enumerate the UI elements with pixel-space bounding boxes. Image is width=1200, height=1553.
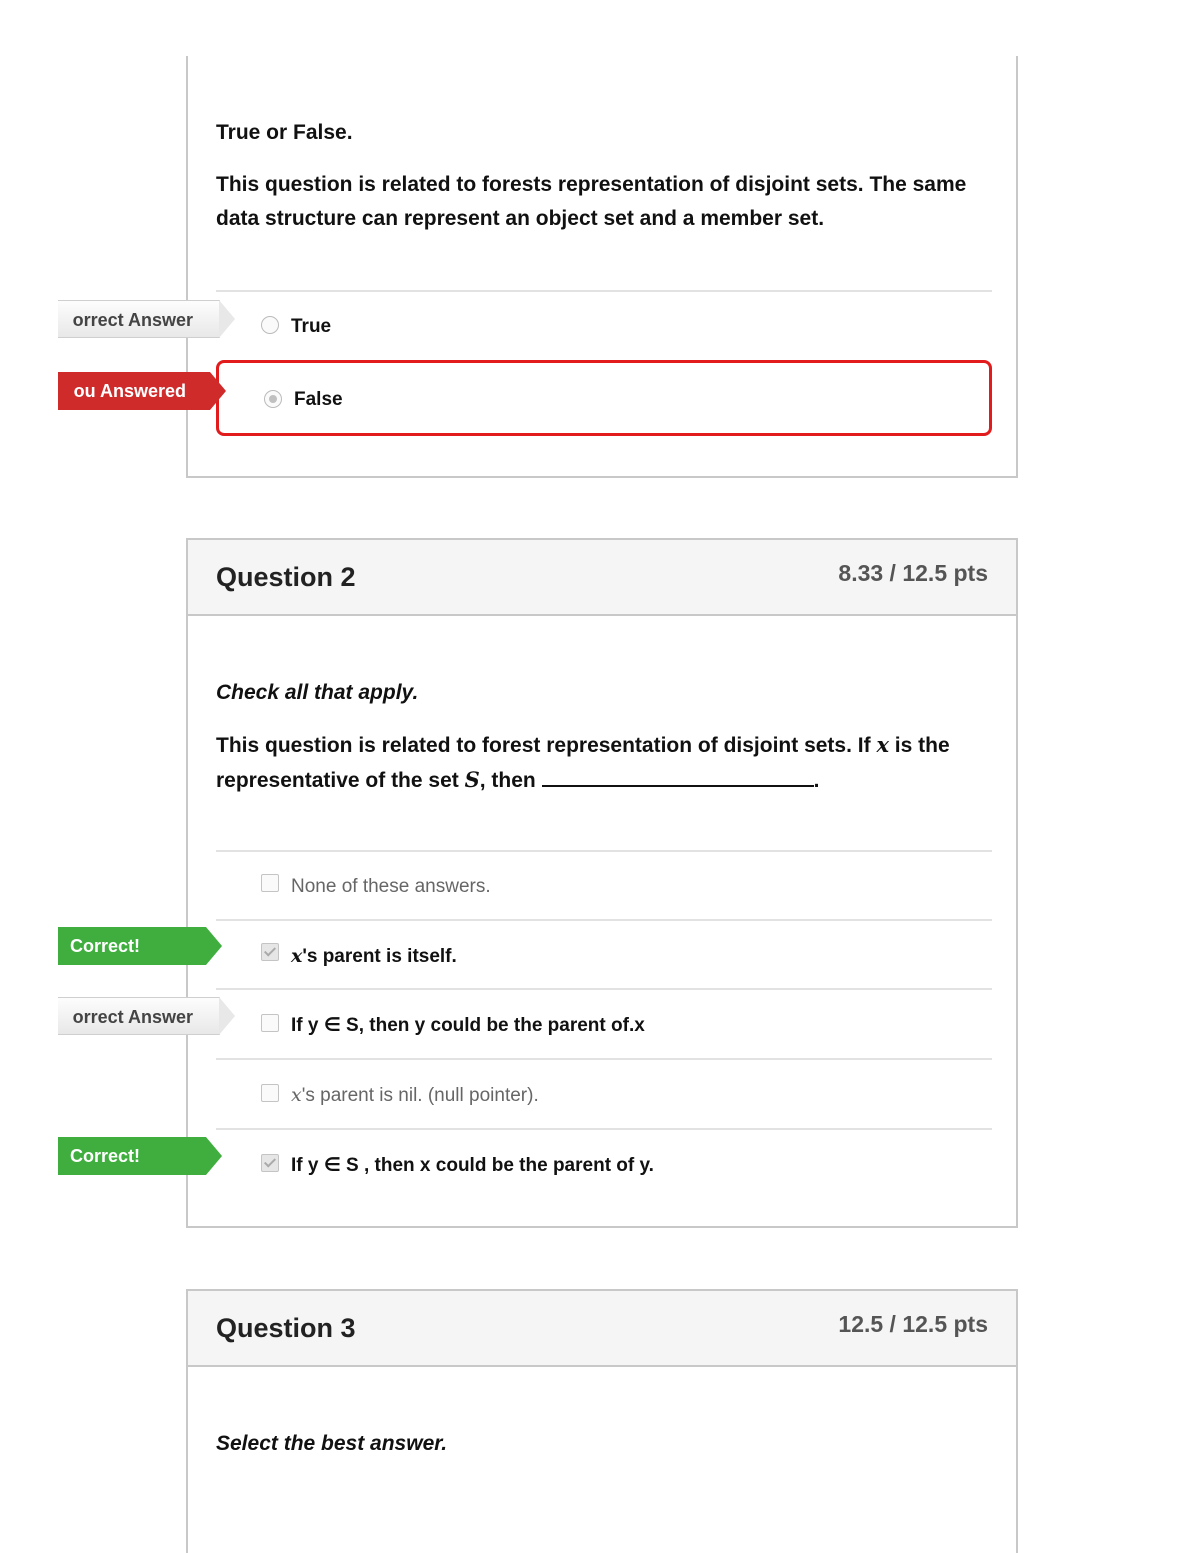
answer-label: If y ∈ S , then x could be the parent of y. xyxy=(291,1155,654,1176)
math-variable: x xyxy=(291,945,303,967)
question-2-panel xyxy=(186,538,1018,1228)
correct-tag xyxy=(58,1137,206,1175)
question-text-part: is the representative of the set xyxy=(216,734,950,792)
tag-label: Correct! xyxy=(70,1146,141,1166)
question-3-panel xyxy=(186,1289,1018,1553)
question-1-text: This question is related to forests representation of disjoint sets. The same data structure can represent an object set and a member set. xyxy=(216,173,967,230)
question-instruction: Check all that apply. xyxy=(216,681,419,704)
tag-arrow xyxy=(206,1137,222,1175)
question-points: 12.5 / 12.5 pts xyxy=(838,1311,988,1337)
checkbox-checked[interactable] xyxy=(261,943,279,961)
answer-label-text: 's parent is nil. (null pointer). xyxy=(301,1085,539,1106)
fill-in-blank xyxy=(542,765,814,787)
math-variable: x xyxy=(291,1084,302,1106)
tag-label: orrect Answer xyxy=(72,310,193,330)
checkbox[interactable] xyxy=(261,1014,279,1032)
tag-label: orrect Answer xyxy=(72,1007,193,1027)
question-header xyxy=(188,1291,1016,1367)
tag-arrow xyxy=(210,372,226,410)
tag-label: ou Answered xyxy=(73,381,186,401)
you-answered-tag xyxy=(58,372,210,410)
answer-label-text: 's parent is itself. xyxy=(302,946,457,967)
answer-label: True xyxy=(291,316,332,337)
question-title: Question 2 xyxy=(216,562,356,592)
question-text-part: . xyxy=(813,769,820,792)
checkbox[interactable] xyxy=(261,1084,279,1102)
tag-arrow xyxy=(206,927,222,965)
tag-label: Correct! xyxy=(70,936,141,956)
answer-label xyxy=(291,1084,539,1107)
question-1-instruction: True or False. xyxy=(216,121,353,144)
question-text-part: This question is related to forest representation of disjoint sets. If xyxy=(216,734,877,757)
question-text xyxy=(216,728,996,798)
answer-option[interactable] xyxy=(216,1130,992,1200)
radio-button-selected[interactable] xyxy=(264,390,282,408)
answer-label: None of these answers. xyxy=(291,876,491,897)
question-title: Question 3 xyxy=(216,1313,356,1343)
math-variable: S xyxy=(464,767,480,792)
math-variable: x xyxy=(876,732,889,757)
answer-option[interactable] xyxy=(216,921,992,991)
answer-label: False xyxy=(294,389,343,410)
question-text-part: , then xyxy=(479,769,542,792)
answer-label: If y ∈ S, then y could be the parent of.x xyxy=(291,1015,645,1036)
question-points: 8.33 / 12.5 pts xyxy=(838,560,988,586)
answer-option[interactable] xyxy=(216,1060,992,1130)
answer-label xyxy=(291,945,457,968)
question-1-panel xyxy=(186,56,1018,478)
correct-answer-tag xyxy=(58,300,220,338)
checkbox-checked[interactable] xyxy=(261,1154,279,1172)
checkbox[interactable] xyxy=(261,874,279,892)
radio-button[interactable] xyxy=(261,316,279,334)
correct-tag xyxy=(58,927,206,965)
question-instruction: Select the best answer. xyxy=(216,1432,448,1455)
answer-true[interactable] xyxy=(216,292,992,362)
answer-false-selected[interactable] xyxy=(216,360,992,436)
tag-arrow xyxy=(219,997,235,1035)
question-header xyxy=(188,540,1016,616)
answer-option[interactable] xyxy=(216,990,992,1060)
tag-arrow xyxy=(219,300,235,338)
answer-option[interactable] xyxy=(216,852,992,922)
correct-answer-tag xyxy=(58,997,220,1035)
